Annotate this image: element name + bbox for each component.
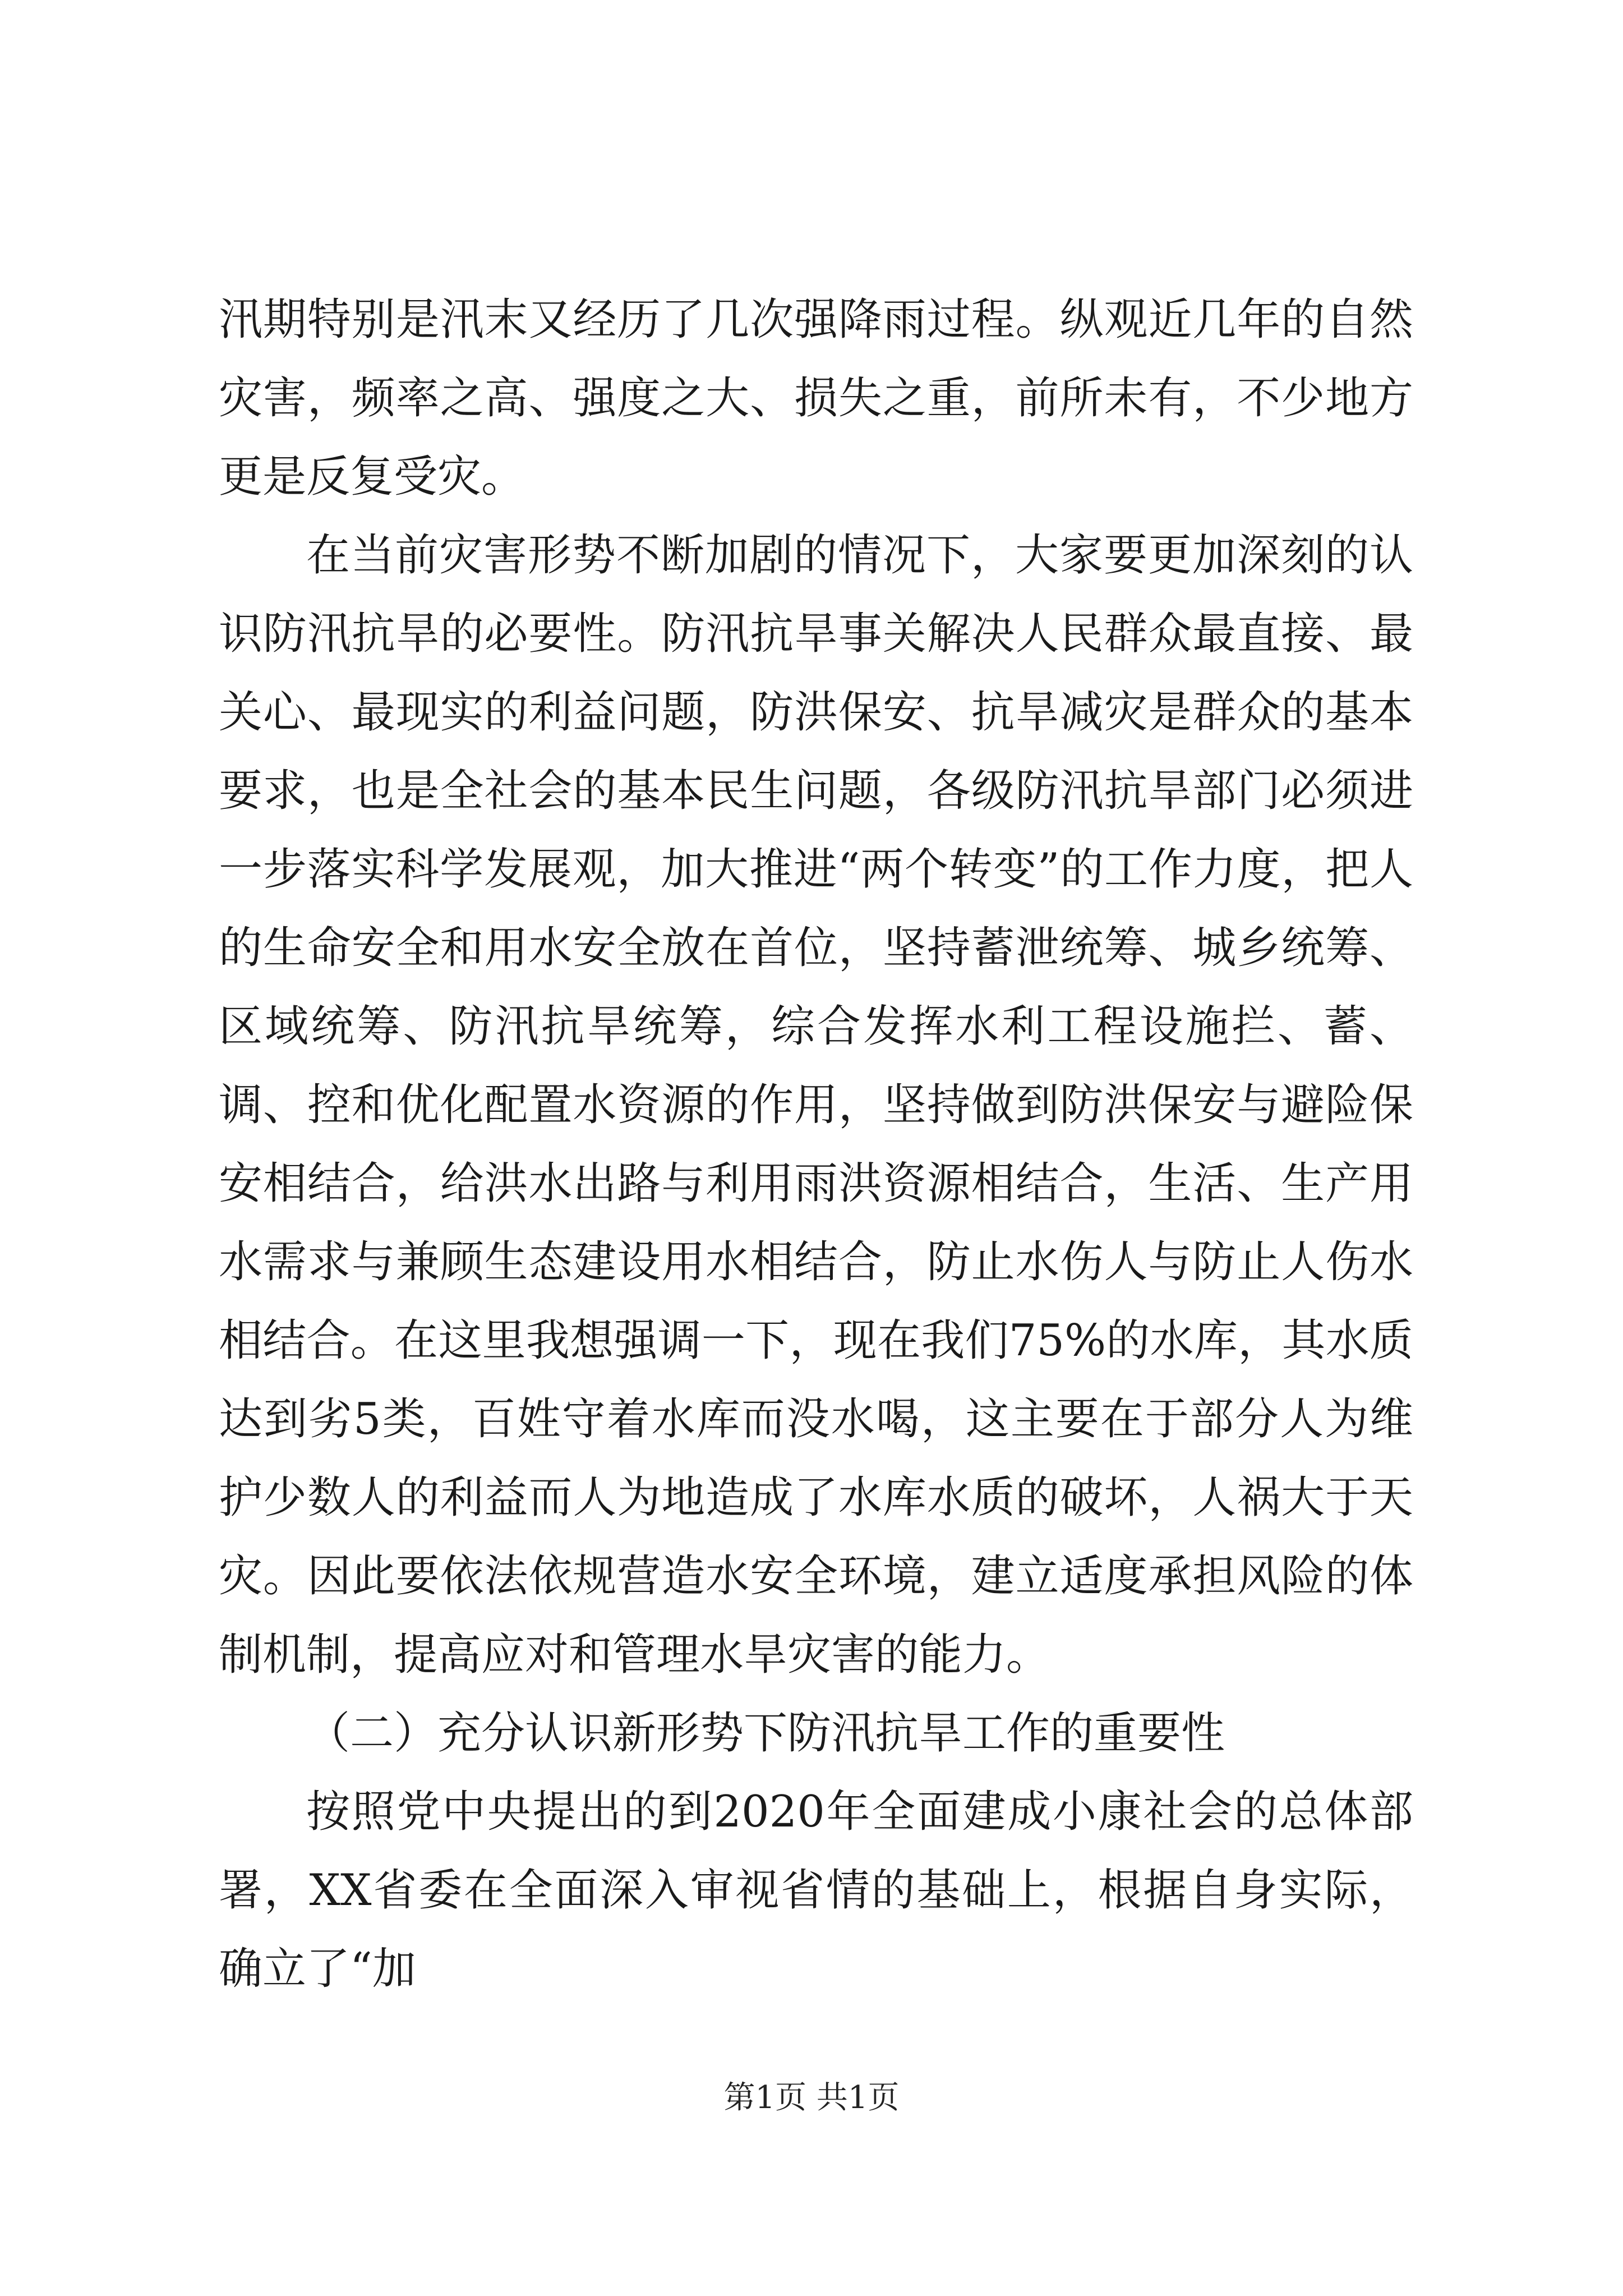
paragraph-1: 汛期特别是汛末又经历了几次强降雨过程。纵观近几年的自然灾害，频率之高、强度之大、损失之重，前所未有，不少地方更是反复受灾。 bbox=[219, 295, 1413, 502]
document-body bbox=[219, 280, 1413, 2008]
paragraph-2: 在当前灾害形势不断加剧的情况下，大家要更加深刻的认识防汛抗旱的必要性。防汛抗旱事关解决人民群众最直接、最关心、最现实的利益问题，防洪保安、抗旱减灾是群众的基本要求，也是全社会的基本民生问题，各级防汛抗旱部门必须进一步落实科学发展观，加大推进“两个转变”的工作力度，把人的生命安全和用水安全放在首位，坚持蓄泄统筹、城乡统筹、区域统筹、防汛抗旱统筹，综合发挥水利工程设施拦、蓄、调、控和优化配置水资源的作用，坚持做到防洪保安与避险保安相结合，给洪水出路与利用雨洪资源相结合，生活、生产用水需求与兼顾生态建设用水相结合，防止水伤人与防止人伤水相结合。在这里我想强调一下，现在我们75%的水库，其水质达到劣5类，百姓守着水库而没水喝，这主要在于部分人为维护少数人的利益而人为地造成了水库水质的破坏，人祸大于天灾。因此要依法依规营造水安全环境，建立适度承担风险的体制机制，提高应对和管理水旱灾害的能力。 bbox=[219, 530, 1413, 1680]
paragraph-3: 按照党中央提出的到2020年全面建成小康社会的总体部署，XX省委在全面深入审视省情的基础上，根据自身实际，确立了“加 bbox=[219, 1787, 1413, 1994]
page-footer bbox=[0, 2076, 1623, 2120]
page-number: 第1页 共1页 bbox=[723, 2079, 900, 2116]
section-heading: （二）充分认识新形势下防汛抗旱工作的重要性 bbox=[306, 1708, 1225, 1759]
